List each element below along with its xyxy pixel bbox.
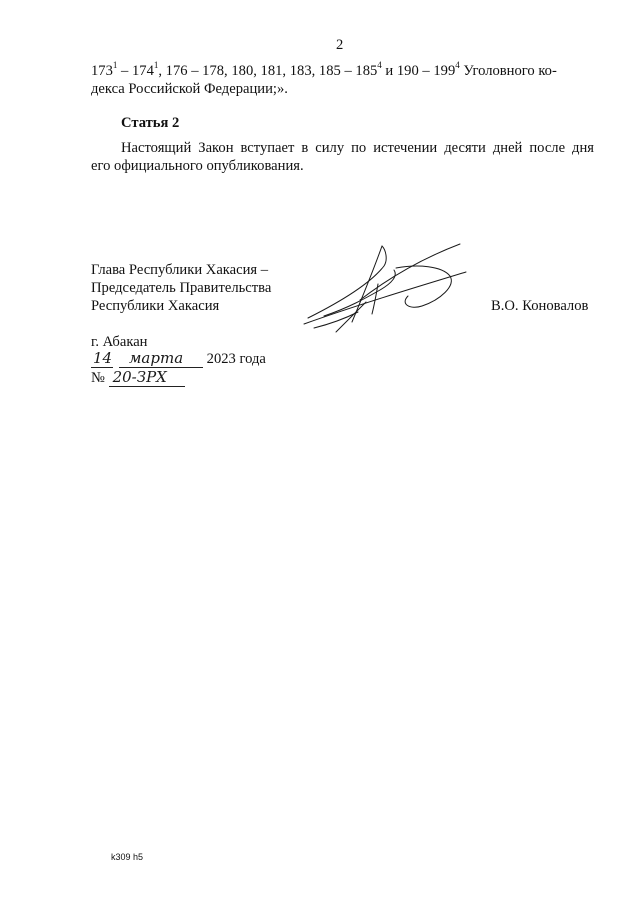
superscript-3: 4 [377, 60, 382, 71]
signatory-title-line-3: Республики Хакасия [91, 298, 220, 314]
day-underline [91, 351, 113, 368]
number-underline [109, 370, 185, 387]
continuation-tail: Уголовного ко- [459, 63, 557, 79]
city: г. Абакан [91, 334, 148, 350]
page-number: 2 [336, 37, 344, 53]
footer-code: k309 h5 [111, 852, 144, 862]
article-ref-3: , 176 – 178, 180, 181, 183, 185 – 185 [158, 63, 378, 79]
month-underline [119, 351, 203, 368]
number-handwritten: 20-ЗРХ [112, 368, 167, 386]
number-prefix: № [91, 370, 109, 386]
signatory-title-line-1: Глава Республики Хакасия – [91, 262, 269, 278]
superscript-1: 1 [112, 60, 118, 71]
handwritten-signature [300, 236, 470, 346]
continuation-line-2: декса Российской Федерации;». [91, 81, 288, 97]
year: 2023 года [203, 351, 266, 367]
article-text-line-1: Настоящий Закон вступает в силу по истечении десяти дней после дня [121, 140, 594, 156]
signatory-name: В.О. Коновалов [491, 298, 589, 314]
article-ref-1: 173 [91, 63, 113, 79]
month-handwritten: марта [129, 349, 184, 367]
signatory-title-line-2: Председатель Правительства [91, 280, 272, 296]
article-heading: Статья 2 [121, 115, 180, 131]
signing-date [91, 350, 266, 368]
superscript-4: 4 [455, 60, 460, 71]
article-text-line-2: его официального опубликования. [91, 158, 304, 174]
law-number [91, 369, 185, 387]
article-ref-2: – 174 [117, 63, 154, 79]
continuation-line-1 [91, 62, 557, 80]
superscript-2: 1 [153, 60, 159, 71]
article-ref-4: и 190 – 199 [381, 63, 456, 79]
day-handwritten: 14 [93, 349, 113, 367]
signatory-title [91, 261, 271, 315]
